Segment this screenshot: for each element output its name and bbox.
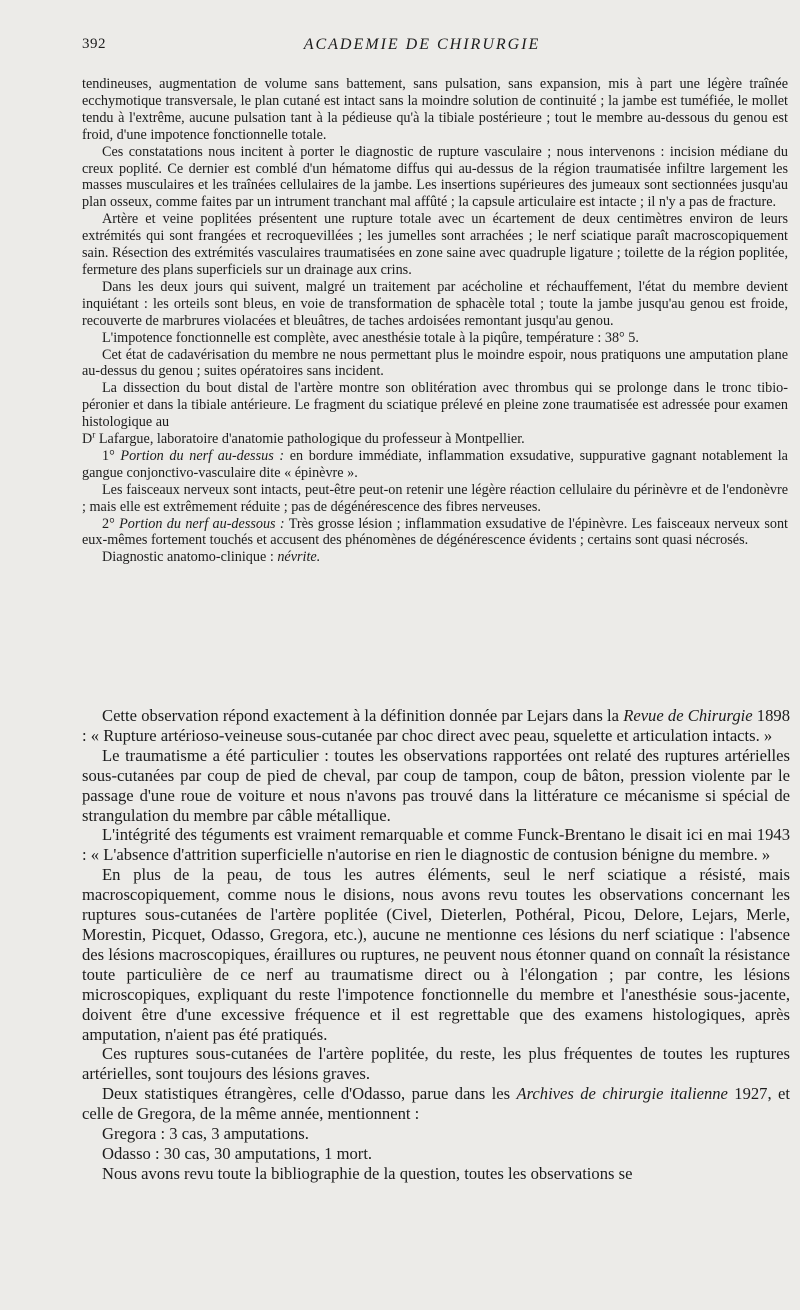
case-paragraph: Ces constatations nous incitent à porter le diagnostic de rupture vasculaire ; nous intervenons : incision médiane du creux poplité. Ce dernier est comblé d'un hématome diffus qui au-dessus de la région traumatisée infiltre largement les masses musculaires et les traînées cellulaires de la jambe. Les insertions supérieures des jumeaux sont sectionnées jusqu'au plan osseux, comme faites par un intrument tranchant mal affûté ; la capsule articulaire est intacte ; il n'y a pas de fracture. — [82, 143, 788, 211]
discussion-paragraph: L'intégrité des téguments est vraiment remarquable et comme Funck-Brentano le disait ici en mai 1943 : « L'absence d'attrition superficielle n'autorise en rien le diagnostic de contusion bénigne du membre. » — [82, 825, 790, 865]
histology-lower-heading: Portion du nerf au-dessous : — [119, 515, 285, 532]
histology-lower-text: Très grosse lésion ; inflammation exsudative de l'épinèvre. Les faisceaux nerveux sont eux-mêmes fortement touchés et accusent des phénomènes de dégénérescence évidents ; certains sont quasi nécrosés. — [82, 515, 788, 549]
histology-upper-text: en bordure immédiate, inflammation exsudative, suppurative gagnant notablement la gangue conjonctivo-vasculaire dite « épinèvre ». — [82, 447, 788, 481]
histology-upper — [82, 448, 788, 482]
page-number: 392 — [82, 36, 106, 52]
discussion-paragraph: Ces ruptures sous-cutanées de l'artère poplitée, du reste, les plus fréquentes de toutes les ruptures artérielles, sont toujours des lésions graves. — [82, 1044, 790, 1084]
journal-title: Revue de Chirurgie — [623, 706, 753, 725]
case-paragraph: La dissection du bout distal de l'artère montre son oblitération avec thrombus qui se prolonge dans le tronc tibio-péronier et dans la tibiale antérieure. Le fragment du sciatique prélevé en pleine zone traumatisée est adressée pour examen histologique au — [82, 380, 788, 431]
diagnosis-line — [82, 549, 788, 566]
journal-title: Archives de chirurgie italienne — [516, 1084, 728, 1104]
case-paragraph: Dans les deux jours qui suivent, malgré un traitement par acécholine et réchauffement, l'état du membre devient inquiétant : les orteils sont bleus, en voie de transformation de sphacèle total ; toute la jambe jusqu'au genou est froide, recouverte de marbrures violacées et bleuâtres, de taches ardoisées remontant jusqu'au genou. — [82, 278, 788, 329]
lab-prefix: D — [82, 431, 93, 448]
case-paragraph: L'impotence fonctionnelle est complète, avec anesthésie totale à la piqûre, température : 38° 5. — [102, 329, 639, 346]
discussion-text: Cette observation répond exactement à la définition donnée par Lejars dans la — [102, 706, 624, 725]
diagnosis-label: Diagnostic anatomo-clinique : — [102, 549, 278, 566]
histology-upper-continued: Les faisceaux nerveux sont intacts, peut-être peut-on retenir une légère réaction cellulaire du périnèvre et de l'endonèvre ; mais elle est extrêmement réduite ; pas de dégénérescence des fibres nerveuses. — [82, 481, 788, 515]
discussion — [82, 706, 790, 1184]
discussion-text: 1927, et celle de Gregora, de la même année, mentionnent : — [82, 1084, 790, 1124]
discussion-paragraph: Nous avons revu toute la bibliographie de la question, toutes les observations se — [102, 1163, 633, 1183]
discussion-paragraph: Le traumatisme a été particulier : toutes les observations rapportées ont relaté des ruptures artérielles sous-cutanées par coup de pied de cheval, par coup de tampon, coup de bâton, pression violente par le passage d'une roue de voiture et nous n'avons pas trouvé dans la littérature ce mécanisme si spécial de strangulation du membre par câble métallique. — [82, 745, 790, 825]
case-report — [82, 76, 788, 566]
histology-lower — [82, 516, 788, 550]
histology-lower-label: 2° — [102, 515, 120, 532]
page-header — [82, 36, 762, 60]
histology-upper-label: 1° — [102, 447, 121, 464]
lab-sup: r — [92, 429, 96, 440]
histology-upper-heading: Portion du nerf au-dessus : — [120, 447, 285, 464]
statistic-line: Gregora : 3 cas, 3 amputations. — [102, 1124, 309, 1144]
case-paragraph: Artère et veine poplitées présentent une rupture totale avec un écartement de deux centimètres environ de leurs extrémités qui sont frangées et recroquevillées ; les jumelles sont arrachées ; le nerf sciatique paraît macroscopiquement sain. Résection des extrémités vasculaires traumatisées en zone saine avec quadruple ligature ; toilette de la région poplitée, fermeture des plans superficiels sur un drainage aux crins. — [82, 211, 788, 278]
lab-rest: Lafargue, laboratoire d'anatomie pathologique du professeur à Montpellier. — [95, 431, 525, 448]
discussion-paragraph — [82, 706, 790, 746]
discussion-paragraph — [82, 1084, 790, 1124]
diagnosis-value: névrite. — [277, 549, 321, 566]
statistic-line: Odasso : 30 cas, 30 amputations, 1 mort. — [102, 1143, 373, 1163]
running-title: ACADEMIE DE CHIRURGIE — [303, 36, 541, 53]
discussion-paragraph: En plus de la peau, de tous les autres éléments, seul le nerf sciatique a résisté, mais macroscopiquement, comme nous le disions, nous avons revu toutes les observations concernant les ruptures sous-cutanées de l'artère poplitée (Civel, Dieterlen, Pothéral, Picou, Delore, Lejars, Merle, Morestin, Picquet, Odasso, Gregora, etc.), aucune ne mentionne ces lésions du nerf sciatique : l'absence des lésions macroscopiques, éraillures ou ruptures, ne peuvent nous étonner quand on connaît la résistance toute particulière de ce nerf au traumatisme direct ou à l'élongation ; par contre, les lésions microscopiques, expliquant du reste l'impotence fonctionnelle du membre et l'anesthésie sous-jacente, doivent être d'une excessive fréquence et il est regrettable que des examens histologiques, après amputation, n'aient pas été pratiqués. — [82, 865, 790, 1044]
case-paragraph: Cet état de cadavérisation du membre ne nous permettant plus le moindre espoir, nous pratiquons une amputation plane au-dessus du genou ; suites opératoires sans incident. — [82, 346, 788, 380]
discussion-text: 1898 : « Rupture artérioso-veineuse sous-cutanée par choc direct avec peau, squelette et articulation intacts. » — [82, 706, 790, 745]
discussion-text: Deux statistiques étrangères, celle d'Odasso, parue dans les — [102, 1084, 517, 1104]
case-paragraph: tendineuses, augmentation de volume sans battement, sans pulsation, sans expansion, mis à part une légère traînée ecchymotique transversale, le plan cutané est intact sans la moindre solution de continuité ; la jambe est tuméfiée, le mollet tendu à l'extrême, aucune pulsation tant à la pédieuse qu'à la tibiale postérieure ; tout le membre au-dessous du genou est froid, d'une impotence fonctionnelle totale. — [82, 76, 788, 143]
lab-line — [82, 431, 788, 448]
